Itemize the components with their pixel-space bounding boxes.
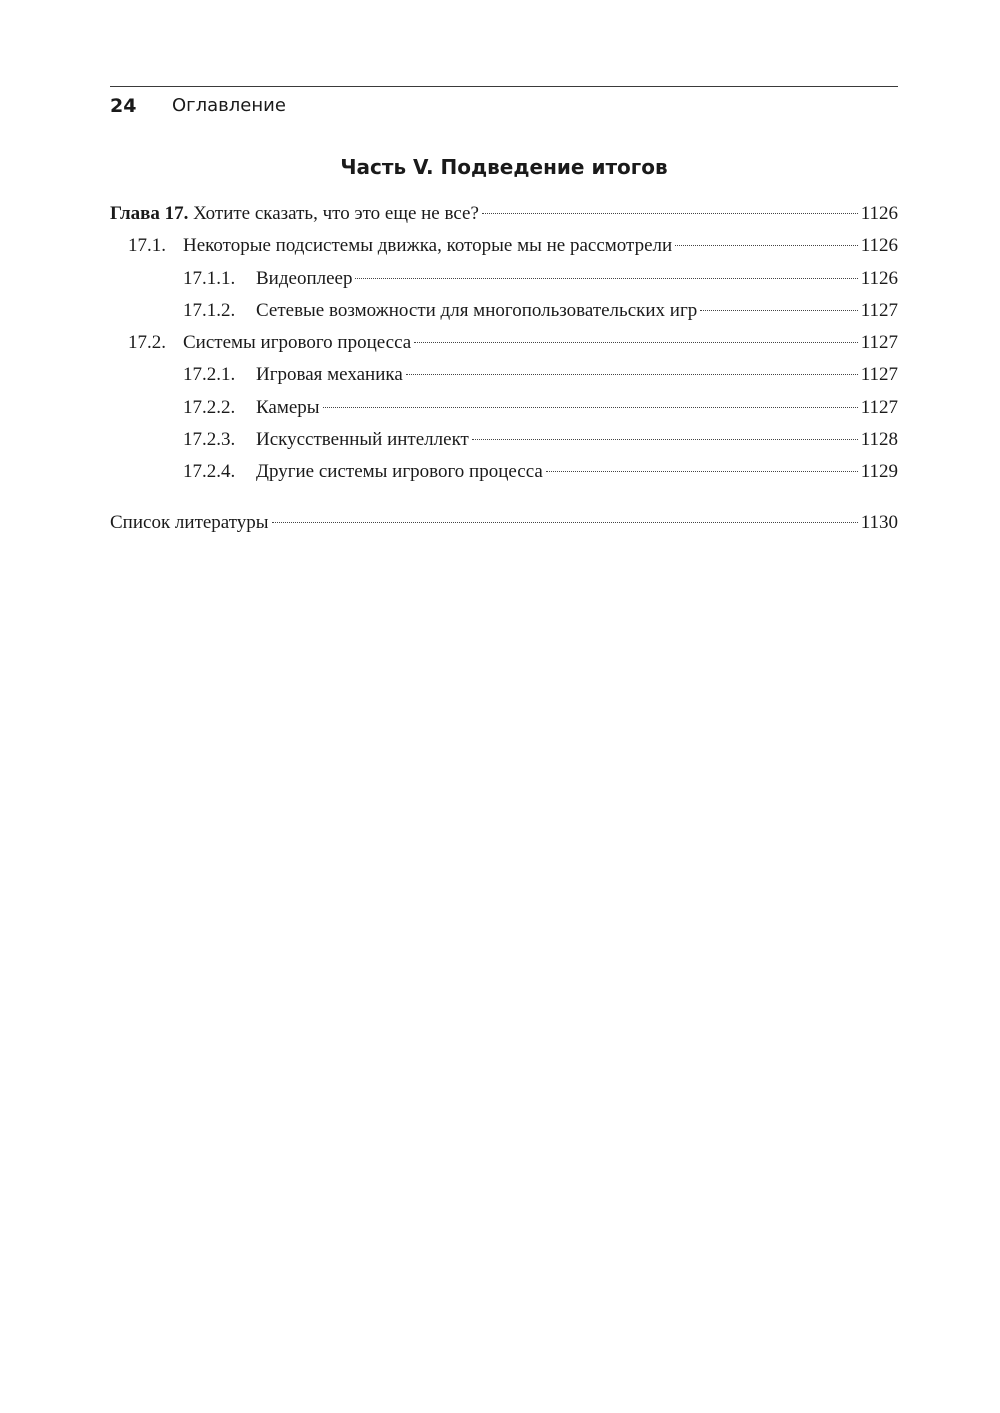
section-number: 17.2.1. [183, 364, 236, 386]
chapter-title: Хотите сказать, что это еще не все? [193, 203, 479, 224]
toc-page-number: 1127 [860, 396, 898, 418]
section-number: 17.1. [128, 235, 166, 257]
toc-page-number: 1126 [860, 267, 898, 289]
dot-leader [355, 278, 857, 279]
toc-page-number: 1129 [860, 461, 898, 483]
toc-entry-title: Некоторые подсистемы движка, которые мы не рассмотрели [183, 235, 673, 257]
dot-leader [272, 522, 858, 523]
toc-bibliography[interactable] [110, 507, 898, 539]
toc-entry-title: Системы игрового процесса [183, 332, 412, 354]
dot-leader [700, 310, 857, 311]
toc-page-number: 1130 [860, 511, 898, 533]
toc-page-number: 1127 [860, 332, 898, 354]
toc-entry-17-2[interactable] [110, 327, 898, 359]
toc-page-number: 1126 [860, 235, 898, 257]
toc-page-number: 1128 [860, 429, 898, 451]
section-number: 17.2.2. [183, 396, 236, 418]
toc-entry-17-2-3[interactable] [110, 424, 898, 456]
dot-leader [546, 471, 858, 472]
section-number: 17.2.3. [183, 429, 236, 451]
chapter-prefix: Глава 17. [110, 203, 189, 224]
toc-entry-17-1-2[interactable] [110, 295, 898, 327]
section-number: 17.2.4. [183, 461, 236, 483]
toc-entry-title: Камеры [256, 396, 320, 418]
section-number: 17.1.1. [183, 267, 236, 289]
toc-page-number: 1127 [860, 299, 898, 321]
toc-entry-title: Другие системы игрового процесса [256, 461, 543, 483]
running-header-title: Оглавление [172, 95, 286, 116]
toc-entry-title: Искусственный интеллект [256, 429, 469, 451]
toc-entry-title: Список литературы [110, 511, 269, 533]
dot-leader [675, 245, 858, 246]
toc-entry-title: Видеоплеер [256, 267, 353, 289]
toc-chapter-17[interactable] [110, 198, 898, 230]
toc-page-number: 1127 [860, 364, 898, 386]
toc-entry-title: Игровая механика [256, 364, 403, 386]
toc-entry-17-1[interactable] [110, 230, 898, 262]
page-header [110, 86, 898, 121]
toc-entry-title: Сетевые возможности для многопользовательских игр [256, 299, 698, 321]
toc-entry-17-2-1[interactable] [110, 359, 898, 391]
page-number: 24 [110, 95, 137, 117]
toc-entry-17-1-1[interactable] [110, 263, 898, 295]
table-of-contents [110, 198, 898, 539]
toc-entry-17-2-4[interactable] [110, 456, 898, 488]
dot-leader [414, 342, 858, 343]
toc-entry-title [110, 198, 479, 230]
dot-leader [406, 374, 858, 375]
part-title: Часть V. Подведение итогов [340, 155, 668, 179]
dot-leader [472, 439, 858, 440]
dot-leader [482, 213, 858, 214]
dot-leader [323, 407, 858, 408]
toc-page-number: 1126 [860, 203, 898, 224]
section-number: 17.2. [128, 332, 166, 354]
section-number: 17.1.2. [183, 299, 236, 321]
toc-entry-17-2-2[interactable] [110, 392, 898, 424]
